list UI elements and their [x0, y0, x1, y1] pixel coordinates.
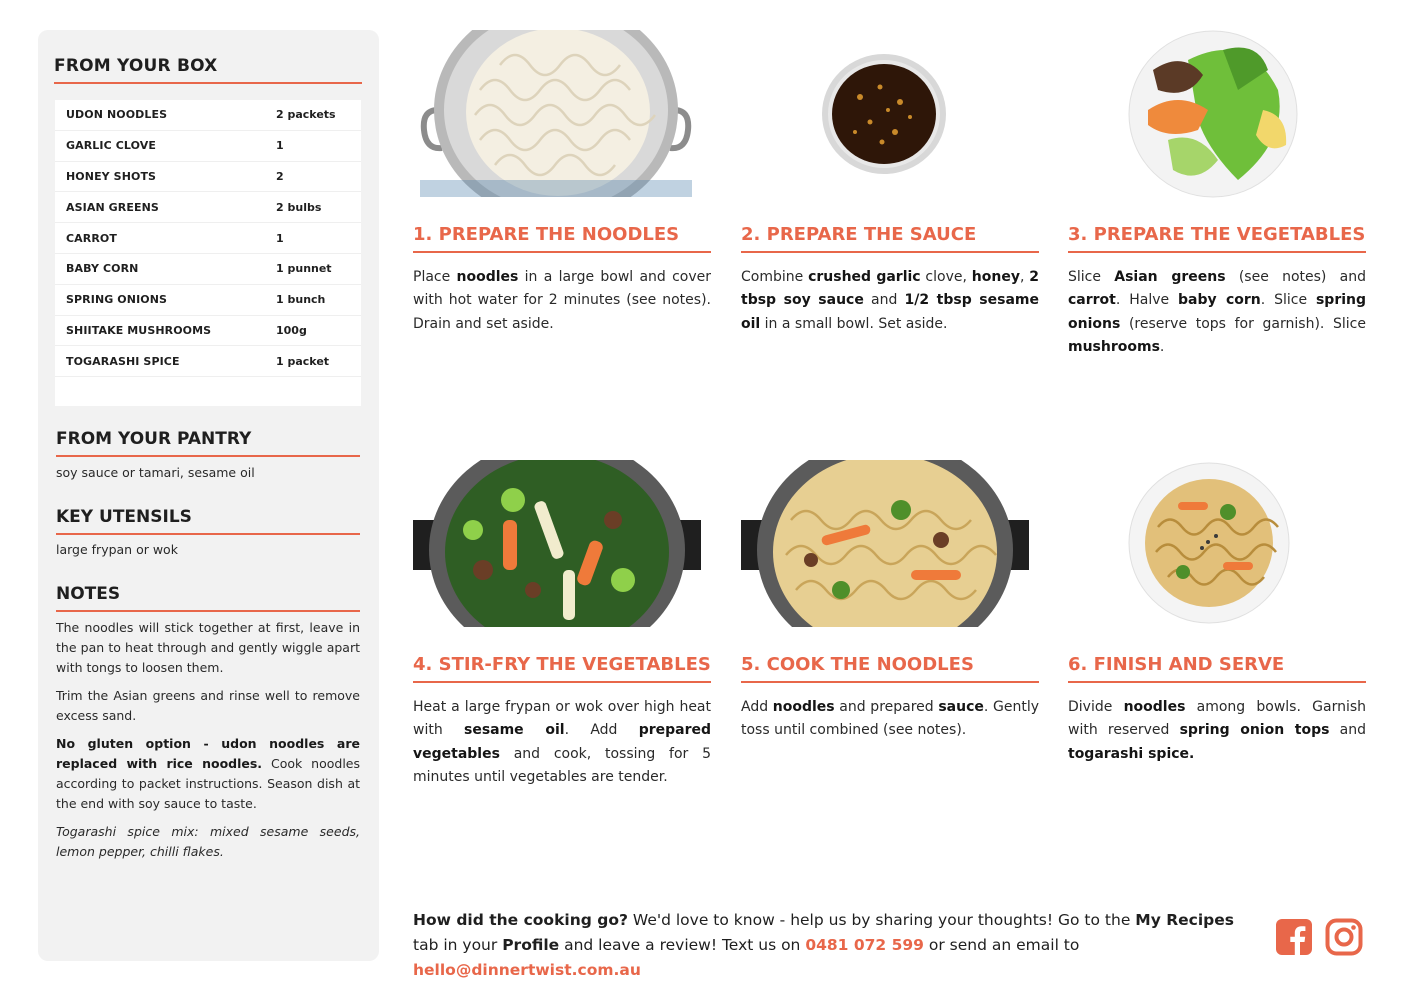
step-4-text: [413, 696, 711, 790]
footer-text-2: tab in your: [413, 936, 503, 954]
facebook-icon[interactable]: [1275, 918, 1313, 956]
my-recipes-label: My Recipes: [1135, 911, 1234, 929]
ingredient-row: [55, 131, 361, 162]
step-text-run: Combine: [741, 269, 809, 285]
vegetables-plate-photo: [1128, 30, 1298, 198]
pantry-text: soy sauce or tamari, sesame oil: [56, 465, 255, 480]
step-6-text: [1068, 696, 1366, 766]
step-1-text: [413, 266, 711, 336]
footer-text-1: We'd love to know - help us by sharing your thoughts! Go to the: [627, 911, 1136, 929]
ingredient-qty: 1 bunch: [276, 293, 326, 307]
step-2-heading: 2. PREPARE THE SAUCE: [741, 224, 1039, 253]
step-text-bold: 2 tbsp soy sauce: [741, 269, 1039, 309]
step-text-run: and: [1329, 722, 1366, 739]
profile-label: Profile: [502, 936, 560, 954]
notes-heading: NOTES: [56, 584, 360, 612]
ingredient-qty: 1: [276, 231, 284, 245]
ingredient-qty: 1 packet: [276, 354, 330, 368]
ingredient-qty: 100g: [276, 323, 307, 337]
step-text-bold: honey: [971, 269, 1020, 285]
step-text-bold: Asian greens: [1114, 269, 1226, 285]
step-text-run: Slice: [1068, 269, 1115, 285]
note-3-bold: No gluten option - udon noodles are replaced with rice noodles.: [56, 736, 360, 771]
ingredient-row: [55, 254, 361, 285]
note-4: [56, 822, 360, 862]
step-text-run: Divide: [1068, 699, 1124, 715]
feedback-question: How did the cooking go?: [413, 911, 628, 929]
step-text-run: (reserve tops for garnish). Slice: [1120, 315, 1366, 332]
ingredient-qty: 1 punnet: [276, 262, 332, 276]
step-text-run: . Gently toss until combined (see notes).: [741, 699, 1040, 739]
step-text-run: Place: [413, 269, 457, 285]
step-text-run: .: [1159, 339, 1165, 356]
ingredient-qty: 1: [276, 139, 284, 153]
step-text-bold: sesame oil: [463, 722, 565, 739]
step-text-run: . Slice: [1260, 292, 1316, 309]
ingredient-name: ASIAN GREENS: [66, 200, 159, 214]
step-text-bold: spring onions: [1068, 292, 1367, 332]
ingredient-row: [55, 346, 361, 377]
step-text-bold: sauce: [938, 699, 984, 715]
sauce-bowl-photo: [820, 52, 948, 176]
step-text-bold: prepared vegetables: [413, 722, 712, 762]
footer-text-3: and leave a review! Text us on: [559, 936, 806, 954]
noodles-pot-photo: [420, 30, 692, 198]
utensils-heading: KEY UTENSILS: [56, 507, 360, 535]
step-5-heading: 5. COOK THE NOODLES: [741, 654, 1039, 683]
ingredient-name: HONEY SHOTS: [66, 169, 157, 183]
step-text-bold: noodles: [1123, 699, 1186, 715]
step-text-bold: noodles: [456, 269, 519, 285]
step-text-bold: togarashi spice.: [1068, 745, 1195, 762]
ingredient-name: SHIITAKE MUSHROOMS: [66, 323, 212, 337]
step-text-run: . Halve: [1115, 292, 1179, 309]
step-text-bold: baby corn: [1178, 292, 1261, 309]
ingredient-name: TOGARASHI SPICE: [66, 354, 180, 368]
ingredient-name: SPRING ONIONS: [66, 293, 168, 307]
ingredient-row: [55, 162, 361, 193]
step-text-run: and cook, tossing for 5 minutes until vegetables are tender.: [413, 745, 711, 786]
step-text-bold: 1/2 tbsp sesame oil: [741, 292, 1039, 332]
ingredient-qty: 2: [276, 169, 284, 183]
ingredient-row: [55, 192, 361, 223]
note-3: [56, 734, 360, 814]
served-bowl-photo: [1128, 462, 1290, 624]
note-3-rest: Cook noodles according to packet instructions. Season dish at the end with soy sauce to taste.: [56, 756, 360, 811]
ingredient-row: [55, 100, 361, 131]
noodles-pan-photo: [741, 460, 1029, 628]
step-text-bold: crushed garlic: [808, 269, 921, 285]
step-1-heading: 1. PREPARE THE NOODLES: [413, 224, 711, 253]
step-text-bold: noodles: [772, 699, 835, 715]
step-text-run: clove,: [920, 269, 972, 285]
step-4-heading: 4. STIR-FRY THE VEGETABLES: [413, 654, 711, 683]
instagram-icon[interactable]: [1325, 918, 1363, 956]
step-5-text: [741, 696, 1039, 743]
ingredient-name: CARROT: [66, 231, 117, 245]
notes-body: [56, 618, 360, 870]
email-link[interactable]: hello@dinnertwist.com.au: [413, 961, 641, 979]
ingredient-qty: 2 packets: [276, 108, 336, 122]
step-2-text: [741, 266, 1039, 336]
step-3-text: [1068, 266, 1366, 360]
ingredients-table: [55, 100, 361, 406]
phone-link[interactable]: 0481 072 599: [805, 936, 924, 954]
step-text-bold: carrot: [1068, 292, 1116, 309]
step-text-run: (see notes) and: [1225, 269, 1366, 285]
step-3-heading: 3. PREPARE THE VEGETABLES: [1068, 224, 1366, 253]
ingredient-row: [55, 285, 361, 316]
step-text-run: Add: [741, 699, 773, 715]
ingredient-row: [55, 223, 361, 254]
step-text-run: in a small bowl. Set aside.: [760, 315, 948, 332]
ingredient-row: [55, 316, 361, 347]
step-6-heading: 6. FINISH AND SERVE: [1068, 654, 1366, 683]
step-text-run: . Add: [564, 722, 639, 739]
footer-text-4: or send an email to: [923, 936, 1080, 954]
ingredient-name: UDON NOODLES: [66, 108, 168, 122]
step-text-run: and: [863, 292, 905, 309]
note-4-italic: Togarashi spice mix: mixed sesame seeds, lemon pepper, chilli flakes.: [56, 824, 360, 859]
step-text-run: ,: [1019, 269, 1030, 285]
step-text-run: and prepared: [834, 699, 939, 715]
note-1: The noodles will stick together at first, leave in the pan to heat through and gently wiggle apart with tongs to loosen them.: [56, 620, 360, 675]
step-text-run: Heat a large frypan or wok over high heat with: [413, 699, 711, 739]
step-text-run: in a large bowl and cover with hot water for 2 minutes (see notes). Drain and set aside.: [413, 269, 711, 332]
note-2: Trim the Asian greens and rinse well to remove excess sand.: [56, 688, 360, 723]
feedback-footer: [413, 908, 1263, 983]
from-your-box-heading: FROM YOUR BOX: [54, 56, 362, 84]
ingredient-name: BABY CORN: [66, 262, 139, 276]
step-text-run: among bowls. Garnish with reserved: [1068, 699, 1367, 739]
step-text-bold: mushrooms: [1068, 339, 1160, 356]
ingredient-name: GARLIC CLOVE: [66, 139, 156, 153]
utensils-text: large frypan or wok: [56, 542, 178, 557]
stir-fry-pan-photo: [413, 460, 701, 628]
pantry-heading: FROM YOUR PANTRY: [56, 429, 360, 457]
ingredient-qty: 2 bulbs: [276, 200, 322, 214]
step-text-bold: spring onion tops: [1179, 722, 1330, 739]
